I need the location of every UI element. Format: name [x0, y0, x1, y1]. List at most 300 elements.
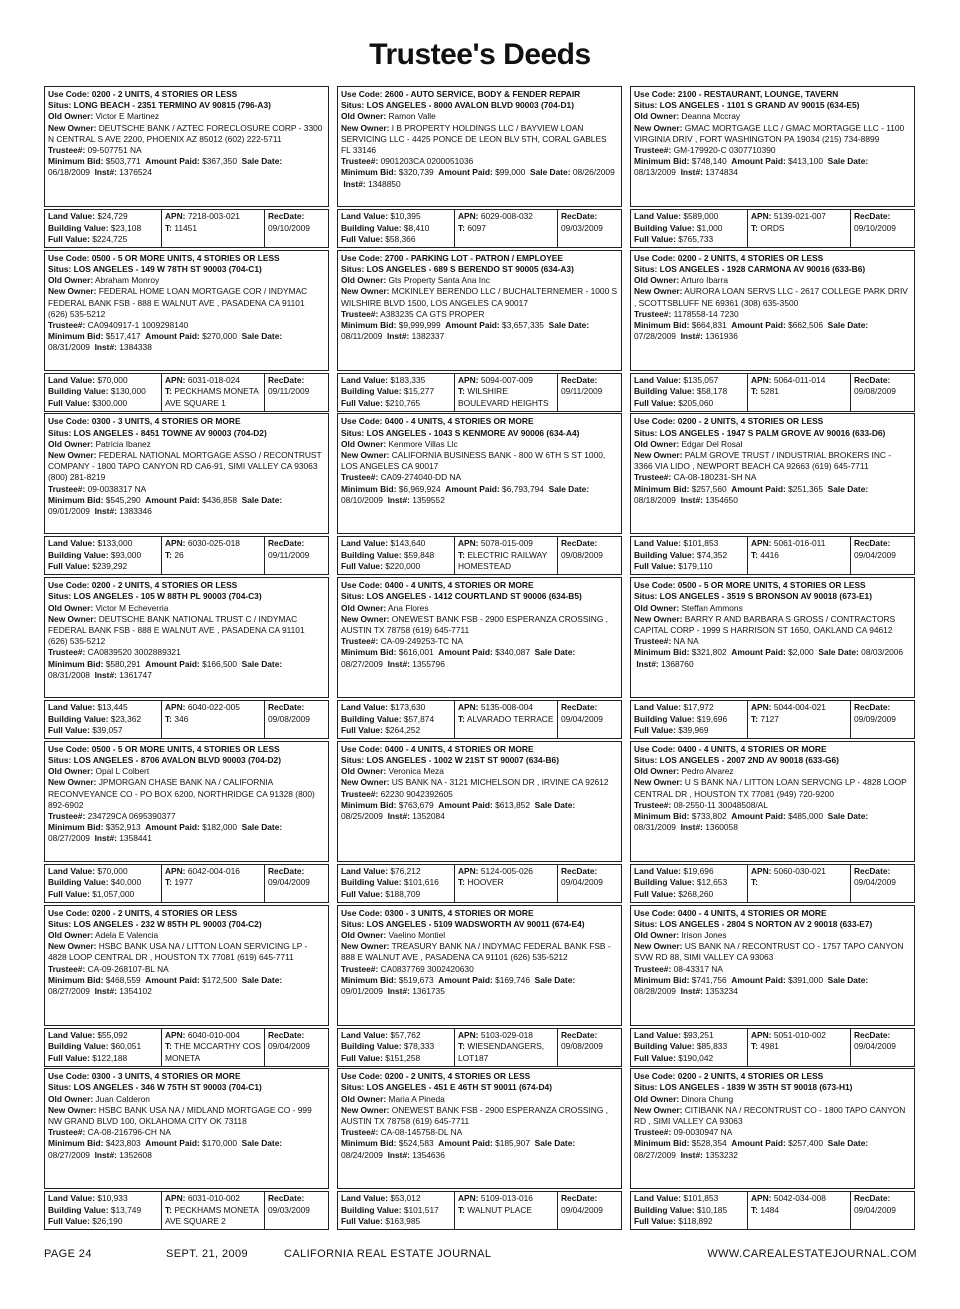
new-owner: MCKINLEY BERENDO LLC / BUCHALTERNEMER - 1000 S WILSHIRE BLVD 1500, LOS ANGELES CA 90017	[341, 286, 618, 308]
field-label: Trustee#:	[48, 483, 86, 494]
field-label: Amount Paid:	[438, 647, 493, 658]
old-owner: Victor E Martinez	[95, 111, 160, 122]
field-label: Minimum Bid:	[634, 974, 690, 985]
full-value: $163,985	[385, 1216, 421, 1227]
inst-number: 1359552	[412, 494, 445, 505]
field-label: Situs:	[341, 427, 365, 438]
field-label: Inst#:	[387, 811, 410, 822]
field-label: New Owner:	[341, 122, 390, 133]
building-value: $101,616	[403, 877, 439, 888]
field-label: Building Value:	[48, 1204, 109, 1215]
building-value: $19,696	[696, 713, 728, 724]
field-label: T:	[751, 1204, 758, 1215]
old-owner: Ana Flores	[388, 602, 429, 613]
field-label: Sale Date:	[241, 156, 283, 167]
situs-address: LOS ANGELES - 232 W 85TH PL 90003 (704-C2)	[73, 918, 262, 929]
field-label: New Owner:	[634, 941, 683, 952]
field-label: Situs:	[48, 1082, 72, 1093]
apn-number: 5064-011-014	[773, 374, 826, 385]
building-value: $59,848	[403, 549, 435, 560]
building-value: $10,185	[696, 1204, 728, 1215]
field-label: Sale Date:	[818, 647, 859, 658]
old-owner: Kenmore Villas Llc	[388, 438, 458, 449]
field-label: Inst#:	[387, 985, 410, 996]
trustee-number: NA NA	[673, 636, 699, 647]
minimum-bid: $9,999,999	[398, 319, 441, 330]
sale-date: 08/27/2009	[341, 658, 383, 669]
amount-paid: $340,087	[495, 647, 530, 658]
minimum-bid: $423,803	[105, 1138, 141, 1149]
tract: PECKHAMS MONETA AVE SQUARE 1	[165, 386, 259, 408]
deed-values-box	[630, 373, 915, 412]
use-code: 0200 - 2 UNITS, 4 STORIES OR LESS	[384, 1071, 531, 1082]
amount-paid: $2,000	[788, 647, 814, 658]
minimum-bid: $524,583	[398, 1138, 434, 1149]
deed-entry	[44, 905, 331, 1069]
field-label: Trustee#:	[341, 636, 379, 647]
field-label: APN:	[751, 865, 772, 876]
field-label: Minimum Bid:	[48, 156, 104, 167]
field-label: Land Value:	[634, 865, 682, 876]
footer-website[interactable]: WWW.CAREALESTATEJOURNAL.COM	[707, 1248, 917, 1260]
field-label: Minimum Bid:	[341, 483, 397, 494]
field-label: Use Code:	[634, 580, 676, 591]
field-label: Inst#:	[94, 985, 117, 996]
situs-address: LOS ANGELES - 2007 2ND AV 90018 (633-G6)	[659, 755, 839, 765]
field-label: Inst#:	[94, 506, 117, 517]
recdate-label: RecDate:	[854, 702, 891, 713]
deed-values-box	[337, 209, 622, 248]
field-label: Minimum Bid:	[634, 811, 690, 822]
deed-entry	[44, 413, 331, 577]
rec-date: 09/04/2009	[268, 1041, 310, 1051]
trustee-number: CA0837769 3002420630	[380, 963, 474, 974]
situs-address: LOS ANGELES - 149 W 78TH ST 90003 (704-C1)	[73, 263, 262, 274]
use-code: 0400 - 4 UNITS, 4 STORIES OR MORE	[677, 907, 827, 918]
field-label: T:	[165, 549, 172, 560]
field-label: Inst#:	[636, 658, 659, 669]
minimum-bid: $733,802	[691, 811, 727, 822]
field-label: Use Code:	[48, 252, 90, 263]
field-label: Sale Date:	[241, 1138, 283, 1149]
field-label: New Owner:	[48, 1104, 97, 1115]
field-label: Land Value:	[634, 1193, 682, 1204]
field-label: Use Code:	[341, 743, 383, 754]
apn-number: 5060-030-021	[773, 865, 826, 876]
apn-number: 5051-010-002	[773, 1029, 826, 1040]
amount-paid: $367,350	[202, 156, 237, 167]
field-label: Building Value:	[634, 549, 695, 560]
new-owner: JPMORGAN CHASE BANK NA / CALIFORNIA RECONVEYANCE CO - PO BOX 6200, NORTHRIDGE CA 91328 (800) 892-6902	[48, 777, 315, 810]
field-label: Situs:	[634, 427, 658, 438]
field-label: Use Code:	[48, 907, 90, 918]
field-label: T:	[458, 713, 465, 724]
deed-info-box	[630, 741, 915, 862]
recdate-label: RecDate:	[854, 865, 891, 876]
old-owner: Vaelino Montiel	[388, 929, 446, 940]
field-label: Sale Date:	[534, 647, 576, 658]
inst-number: 1360058	[705, 822, 738, 833]
field-label: Situs:	[341, 591, 365, 602]
field-label: Trustee#:	[48, 319, 86, 330]
recdate-label: RecDate:	[561, 1193, 598, 1204]
apn-number: 5044-004-021	[773, 702, 826, 713]
field-label: Building Value:	[634, 1204, 695, 1215]
deed-entry	[630, 413, 917, 577]
field-label: Use Code:	[341, 252, 383, 263]
field-label: Land Value:	[634, 702, 682, 713]
field-label: APN:	[458, 702, 479, 713]
field-label: Situs:	[48, 100, 72, 111]
field-label: Land Value:	[341, 374, 389, 385]
deed-entry	[44, 577, 331, 741]
full-value: $224,725	[92, 234, 128, 244]
minimum-bid: $257,560	[691, 483, 727, 494]
new-owner: ONEWEST BANK FSB - 2900 ESPERANZA CROSSING , AUSTIN TX 78758 (619) 645-7711	[341, 1104, 608, 1126]
full-value: $268,260	[678, 888, 714, 899]
situs-address: LOS ANGELES - 8451 TOWNE AV 90003 (704-D2)	[73, 427, 267, 438]
field-label: T:	[458, 877, 465, 888]
field-label: Inst#:	[387, 1149, 410, 1160]
field-label: Land Value:	[634, 374, 682, 385]
field-label: Land Value:	[341, 1029, 389, 1040]
amount-paid: $166,500	[202, 658, 237, 669]
old-owner: Maria A Pineda	[388, 1093, 445, 1104]
field-label: Situs:	[48, 918, 72, 929]
field-label: New Owner:	[341, 613, 390, 624]
deed-values-box	[337, 373, 622, 412]
minimum-bid: $528,354	[691, 1138, 727, 1149]
building-value: $85,833	[696, 1041, 728, 1051]
field-label: Use Code:	[341, 907, 383, 918]
field-label: Situs:	[634, 263, 658, 274]
field-label: Old Owner:	[341, 602, 387, 613]
field-label: Amount Paid:	[145, 658, 200, 669]
field-label: APN:	[751, 538, 772, 549]
rec-date: 09/08/2009	[561, 549, 603, 560]
recdate-label: RecDate:	[561, 865, 598, 876]
field-label: Inst#:	[680, 494, 703, 505]
field-label: Trustee#:	[634, 472, 672, 483]
recdate-label: RecDate:	[854, 1193, 891, 1204]
inst-number: 1354102	[119, 985, 152, 996]
rec-date: 09/11/2009	[561, 386, 603, 397]
amount-paid: $172,500	[202, 974, 237, 985]
field-label: Trustee#:	[341, 156, 379, 167]
full-value: $58,366	[385, 234, 416, 244]
trustee-number: 09-507751 NA	[87, 145, 142, 156]
field-label: Minimum Bid:	[634, 156, 690, 167]
field-label: Land Value:	[634, 1029, 682, 1040]
field-label: Old Owner:	[48, 929, 94, 940]
footer-page-number: PAGE 24	[44, 1248, 92, 1260]
use-code: 0300 - 3 UNITS, 4 STORIES OR MORE	[384, 907, 534, 918]
field-label: Full Value:	[48, 397, 90, 408]
old-owner: Deanna Mccray	[681, 111, 741, 122]
apn-number: 5103-029-018	[480, 1029, 533, 1040]
deed-entry	[44, 1068, 331, 1232]
field-label: APN:	[165, 374, 186, 385]
apn-number: 6030-025-018	[187, 538, 240, 549]
deed-info-box	[337, 905, 622, 1026]
full-value: $205,060	[678, 397, 714, 408]
rec-date: 09/04/2009	[561, 1204, 603, 1215]
deed-values-box	[630, 700, 915, 739]
rec-date: 09/10/2009	[268, 222, 310, 233]
rec-date: 09/11/2009	[268, 386, 310, 397]
inst-number: 1355796	[412, 658, 445, 669]
use-code: 0200 - 2 UNITS, 4 STORIES OR LESS	[91, 907, 238, 918]
trustee-number: 08-43317 NA	[673, 963, 723, 974]
field-label: New Owner:	[634, 1104, 683, 1115]
field-label: APN:	[165, 538, 186, 549]
field-label: Sale Date:	[241, 658, 283, 669]
deed-values-box	[337, 1191, 622, 1230]
recdate-label: RecDate:	[268, 538, 305, 549]
field-label: New Owner:	[48, 122, 97, 133]
field-label: Sale Date:	[827, 156, 869, 167]
land-value: $101,853	[683, 538, 719, 549]
field-label: Situs:	[341, 100, 365, 111]
rec-date: 09/11/2009	[268, 549, 310, 560]
deed-entry	[337, 741, 624, 905]
building-value: $15,277	[403, 386, 435, 397]
field-label: Land Value:	[48, 702, 96, 713]
field-label: Minimum Bid:	[341, 647, 397, 658]
sale-date: 08/27/2009	[48, 833, 90, 844]
field-label: Land Value:	[48, 538, 96, 549]
sale-date: 08/31/2009	[48, 342, 90, 353]
inst-number: 1348850	[368, 178, 401, 189]
building-value: $40,000	[110, 877, 142, 888]
field-label: Amount Paid:	[145, 974, 200, 985]
field-label: Building Value:	[341, 222, 402, 233]
apn-number: 5109-013-016	[480, 1193, 533, 1204]
trustee-number: CA0940917-1 1009298140	[87, 319, 189, 330]
field-label: New Owner:	[634, 286, 683, 297]
field-label: Use Code:	[634, 743, 676, 754]
deed-values-box	[44, 1028, 329, 1067]
deed-info-box	[44, 577, 329, 698]
field-label: Amount Paid:	[438, 1138, 493, 1149]
field-label: Building Value:	[341, 1041, 402, 1051]
field-label: T:	[458, 1041, 465, 1051]
field-label: Situs:	[634, 591, 658, 602]
page-title: Trustee's Deeds	[369, 38, 591, 71]
field-label: T:	[751, 222, 758, 233]
deed-info-box	[630, 1068, 915, 1189]
field-label: Amount Paid:	[145, 1138, 200, 1149]
field-label: Trustee#:	[341, 308, 379, 319]
deed-column	[44, 86, 331, 1232]
deed-info-box	[337, 413, 622, 534]
inst-number: 1383346	[119, 506, 152, 517]
field-label: Land Value:	[48, 211, 96, 221]
field-label: Minimum Bid:	[634, 647, 690, 658]
deed-entry	[630, 86, 917, 250]
inst-number: 1382337	[411, 331, 445, 342]
new-owner: FEDERAL NATIONAL MORTGAGE ASSO / RECONTRUST COMPANY - 1800 TAPO CANYON RD CA6-91, SIMI VALLEY CA 93063 (800) 281-8219	[48, 450, 322, 483]
situs-address: LOS ANGELES - 8000 AVALON BLVD 90003 (704-D1)	[366, 100, 575, 111]
amount-paid: $413,100	[788, 156, 823, 167]
deed-values-box	[337, 1028, 622, 1067]
situs-address: LOS ANGELES - 451 E 46TH ST 90011 (674-D4)	[366, 1082, 552, 1093]
building-value: $93,000	[110, 549, 142, 560]
field-label: Trustee#:	[341, 963, 379, 974]
use-code: 0400 - 4 UNITS, 4 STORIES OR MORE	[677, 743, 827, 754]
deed-info-box	[337, 1068, 622, 1189]
full-value: $39,057	[92, 725, 123, 736]
tract: ELECTRIC RAILWAY HOMESTEAD	[458, 549, 548, 572]
situs-address: LOS ANGELES - 346 W 75TH ST 90003 (704-C1)	[73, 1082, 262, 1093]
field-label: Building Value:	[341, 386, 402, 397]
recdate-label: RecDate:	[561, 1029, 598, 1040]
field-label: T:	[458, 1204, 465, 1215]
inst-number: 1384338	[119, 342, 152, 353]
rec-date: 09/04/2009	[854, 549, 896, 560]
apn-number: 7218-003-021	[187, 211, 240, 221]
field-label: Full Value:	[634, 561, 676, 572]
deed-values-box	[44, 373, 329, 412]
field-label: Full Value:	[341, 234, 383, 244]
field-label: Building Value:	[48, 549, 109, 560]
land-value: $93,251	[683, 1029, 714, 1040]
field-label: Trustee#:	[634, 145, 672, 156]
field-label: Trustee#:	[48, 1127, 86, 1138]
field-label: Use Code:	[634, 907, 676, 918]
new-owner: DEUTSCHE BANK / AZTEC FORECLOSURE CORP - 3300 N CENTRAL S AVE 2200, PHOENIX AZ 85012 (602) 222-5711	[48, 122, 323, 144]
field-label: Situs:	[48, 755, 72, 765]
recdate-label: RecDate:	[854, 1029, 891, 1040]
trustee-number: 08-2550-11 30048508/AL	[673, 799, 768, 810]
deed-entry	[337, 905, 624, 1069]
tract: PECKHAMS MONETA AVE SQUARE 2	[165, 1204, 259, 1227]
trustee-number: CA-09-268107-BL NA	[87, 963, 169, 974]
land-value: $19,696	[683, 865, 714, 876]
field-label: Land Value:	[48, 865, 96, 876]
trustee-number: CA0839520 3002889321	[87, 647, 181, 658]
field-label: Use Code:	[48, 89, 90, 99]
field-label: Minimum Bid:	[341, 799, 397, 810]
trustee-number: 62230 9042392605	[380, 788, 453, 799]
building-value: $101,517	[403, 1204, 439, 1215]
full-value: $220,000	[385, 561, 421, 572]
minimum-bid: $321,802	[691, 647, 727, 658]
field-label: Building Value:	[48, 877, 109, 888]
deed-info-box	[337, 250, 622, 371]
sale-date: 08/27/2009	[634, 1149, 676, 1160]
tract: 5281	[760, 386, 779, 397]
trustee-number: 1178558-14 7230	[673, 308, 739, 319]
deed-info-box	[337, 86, 622, 207]
building-value: $23,362	[110, 713, 142, 724]
deed-values-box	[630, 1191, 915, 1230]
field-label: Amount Paid:	[731, 319, 786, 330]
deed-info-box	[44, 86, 329, 207]
field-label: APN:	[751, 702, 772, 713]
field-label: Minimum Bid:	[634, 1138, 690, 1149]
sale-date: 08/10/2009	[341, 494, 383, 505]
field-label: Full Value:	[341, 561, 383, 572]
field-label: Trustee#:	[634, 799, 672, 810]
deed-entry	[337, 577, 624, 741]
situs-address: LOS ANGELES - 8706 AVALON BLVD 90003 (704-D2)	[73, 755, 282, 765]
apn-number: 5139-021-007	[773, 211, 826, 221]
field-label: Situs:	[341, 755, 365, 765]
inst-number: 1361936	[705, 331, 738, 342]
inst-number: 1376524	[119, 167, 152, 178]
situs-address: LOS ANGELES - 1101 S GRAND AV 90015 (634-E5)	[659, 100, 860, 111]
minimum-bid: $6,969,924	[398, 483, 441, 494]
full-value: $188,709	[385, 888, 421, 899]
field-label: Amount Paid:	[438, 974, 493, 985]
new-owner: PALM GROVE TRUST / INDUSTRIAL BROKERS INC - 3366 VIA LIDO , NEWPORT BEACH CA 92663 (619) 645-7711	[634, 450, 892, 472]
old-owner: Edgar Del Rosal	[681, 438, 743, 449]
land-value: $173,630	[390, 702, 426, 713]
field-label: T:	[458, 222, 465, 233]
deed-values-box	[44, 1191, 329, 1230]
field-label: Trustee#:	[341, 472, 379, 483]
trustee-number: CA09-274040-DD NA	[380, 472, 462, 483]
trustee-number: 09-0038317 NA	[87, 483, 147, 494]
field-label: Amount Paid:	[731, 1138, 786, 1149]
field-label: APN:	[458, 865, 479, 876]
apn-number: 6029-008-032	[480, 211, 533, 221]
field-label: Amount Paid:	[145, 822, 200, 833]
new-owner: ONEWEST BANK FSB - 2900 ESPERANZA CROSSING , AUSTIN TX 78758 (619) 645-7711	[341, 613, 608, 635]
amount-paid: $391,000	[788, 974, 823, 985]
trustee-number: 234729CA 0695390377	[87, 811, 176, 822]
field-label: T:	[751, 713, 758, 724]
sale-date: 08/31/2009	[634, 822, 676, 833]
tract: 26	[174, 549, 184, 560]
tract: 6097	[467, 222, 486, 233]
field-label: Sale Date:	[534, 974, 576, 985]
use-code: 0300 - 3 UNITS, 4 STORIES OR MORE	[91, 416, 241, 427]
old-owner: Victor M Echeverria	[95, 602, 169, 613]
field-label: New Owner:	[48, 613, 97, 624]
use-code: 0500 - 5 OR MORE UNITS, 4 STORIES OR LESS	[91, 743, 280, 754]
field-label: T:	[751, 549, 758, 560]
tract: 1484	[760, 1204, 779, 1215]
field-label: Inst#:	[680, 167, 703, 178]
field-label: Use Code:	[341, 89, 383, 99]
field-label: Building Value:	[341, 549, 402, 560]
old-owner: Juan Calderon	[95, 1093, 150, 1104]
field-label: T:	[165, 1041, 172, 1051]
new-owner: GMAC MORTGAGE LLC / GMAC MORTAGGE LLC - 1100 VIRGINIA DRIV , FORT WASHINGTON PA 19034 (215) 734-8899	[634, 122, 905, 144]
old-owner: Ramon Valle	[388, 111, 436, 122]
rec-date: 09/03/2009	[561, 222, 603, 233]
inst-number: 1361747	[119, 669, 152, 680]
deed-values-box	[630, 1028, 915, 1067]
building-value: $23,108	[110, 222, 142, 233]
tract: WIESENDANGERS, LOT187	[458, 1041, 545, 1063]
old-owner: Steffan Ammons	[681, 602, 743, 613]
use-code: 0200 - 2 UNITS, 4 STORIES OR LESS	[91, 89, 238, 99]
deed-entry	[630, 250, 917, 414]
field-label: Sale Date:	[534, 799, 576, 810]
land-value: $53,012	[390, 1193, 421, 1204]
field-label: Land Value:	[341, 865, 389, 876]
field-label: T:	[165, 1204, 172, 1215]
sale-date: 08/26/2009	[572, 167, 615, 178]
amount-paid: $185,907	[495, 1138, 530, 1149]
field-label: Old Owner:	[48, 766, 94, 777]
minimum-bid: $519,673	[398, 974, 434, 985]
deed-values-box	[337, 864, 622, 903]
rec-date: 09/09/2009	[854, 713, 896, 724]
